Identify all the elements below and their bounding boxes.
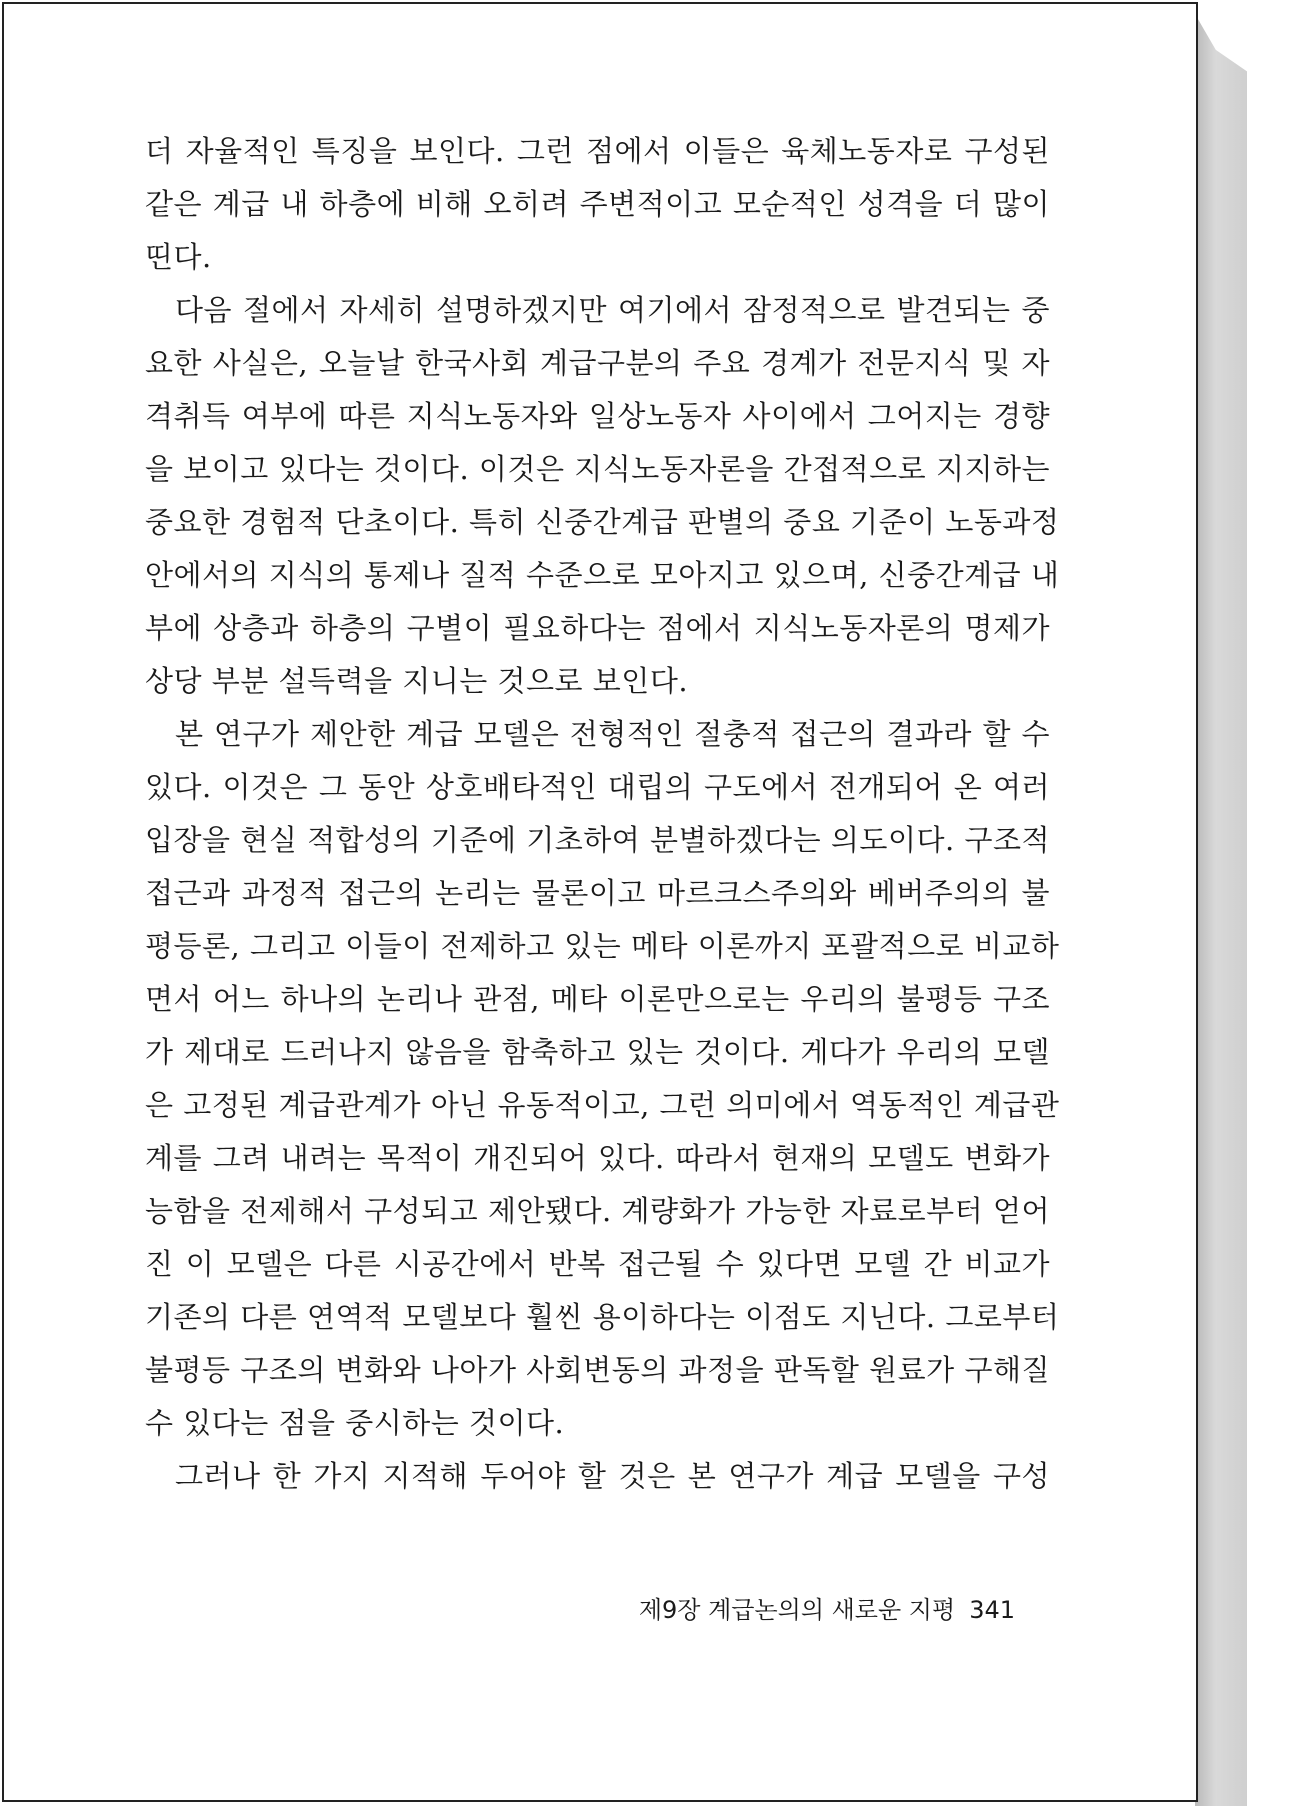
text-line: 면서 어느 하나의 논리나 관점, 메타 이론만으로는 우리의 불평등 구조 bbox=[145, 982, 1050, 1016]
text-line: 부에 상층과 하층의 구별이 필요하다는 점에서 지식노동자론의 명제가 bbox=[145, 611, 1050, 645]
text-line: 요한 사실은, 오늘날 한국사회 계급구분의 주요 경계가 전문지식 및 자 bbox=[145, 346, 1050, 380]
text-line: 상당 부분 설득력을 지니는 것으로 보인다. bbox=[145, 664, 689, 698]
text-line: 은 고정된 계급관계가 아닌 유동적이고, 그런 의미에서 역동적인 계급관 bbox=[145, 1088, 1060, 1122]
text-line: 중요한 경험적 단초이다. 특히 신중간계급 판별의 중요 기준이 노동과정 bbox=[145, 505, 1060, 539]
page-number: 341 bbox=[969, 1596, 1015, 1624]
text-line: 입장을 현실 적합성의 기준에 기초하여 분별하겠다는 의도이다. 구조적 bbox=[145, 823, 1050, 857]
text-line: 접근과 과정적 접근의 논리는 물론이고 마르크스주의와 베버주의의 불 bbox=[145, 876, 1050, 910]
text-line: 본 연구가 제안한 계급 모델은 전형적인 절충적 접근의 결과라 할 수 bbox=[175, 717, 1050, 751]
text-line: 그러나 한 가지 지적해 두어야 할 것은 본 연구가 계급 모델을 구성 bbox=[175, 1459, 1050, 1493]
text-line: 진 이 모델은 다른 시공간에서 반복 접근될 수 있다면 모델 간 비교가 bbox=[145, 1247, 1050, 1281]
text-line: 안에서의 지식의 통제나 질적 수준으로 모아지고 있으며, 신중간계급 내 bbox=[145, 558, 1060, 592]
text-line: 같은 계급 내 하층에 비해 오히려 주변적이고 모순적인 성격을 더 많이 bbox=[145, 187, 1050, 221]
text-line: 더 자율적인 특징을 보인다. 그런 점에서 이들은 육체노동자로 구성된 bbox=[145, 134, 1050, 168]
text-line: 격취득 여부에 따른 지식노동자와 일상노동자 사이에서 그어지는 경향 bbox=[145, 399, 1050, 433]
paragraph-1 bbox=[145, 125, 1050, 284]
chapter-title: 제9장 계급논의의 새로운 지평 bbox=[638, 1596, 956, 1624]
text-line: 띤다. bbox=[145, 240, 212, 274]
text-line: 을 보이고 있다는 것이다. 이것은 지식노동자론을 간접적으로 지지하는 bbox=[145, 452, 1050, 486]
book-edge bbox=[1195, 14, 1247, 1806]
text-line: 다음 절에서 자세히 설명하겠지만 여기에서 잠정적으로 발견되는 중 bbox=[175, 293, 1050, 327]
text-line: 계를 그려 내려는 목적이 개진되어 있다. 따라서 현재의 모델도 변화가 bbox=[145, 1141, 1050, 1175]
text-line: 있다. 이것은 그 동안 상호배타적인 대립의 구도에서 전개되어 온 여러 bbox=[145, 770, 1050, 804]
paragraph-3 bbox=[145, 708, 1060, 1450]
text-line: 가 제대로 드러나지 않음을 함축하고 있는 것이다. 게다가 우리의 모델 bbox=[145, 1035, 1050, 1069]
text-line: 불평등 구조의 변화와 나아가 사회변동의 과정을 판독할 원료가 구해질 bbox=[145, 1353, 1050, 1387]
paragraph-2 bbox=[145, 284, 1060, 708]
text-line: 평등론, 그리고 이들이 전제하고 있는 메타 이론까지 포괄적으로 비교하 bbox=[145, 929, 1060, 963]
paragraph-4 bbox=[145, 1450, 1050, 1503]
running-footer bbox=[615, 1590, 1015, 1625]
text-line: 기존의 다른 연역적 모델보다 훨씬 용이하다는 이점도 지닌다. 그로부터 bbox=[145, 1300, 1060, 1334]
text-line: 수 있다는 점을 중시하는 것이다. bbox=[145, 1406, 565, 1440]
text-line: 능함을 전제해서 구성되고 제안됐다. 계량화가 가능한 자료로부터 얻어 bbox=[145, 1194, 1050, 1228]
